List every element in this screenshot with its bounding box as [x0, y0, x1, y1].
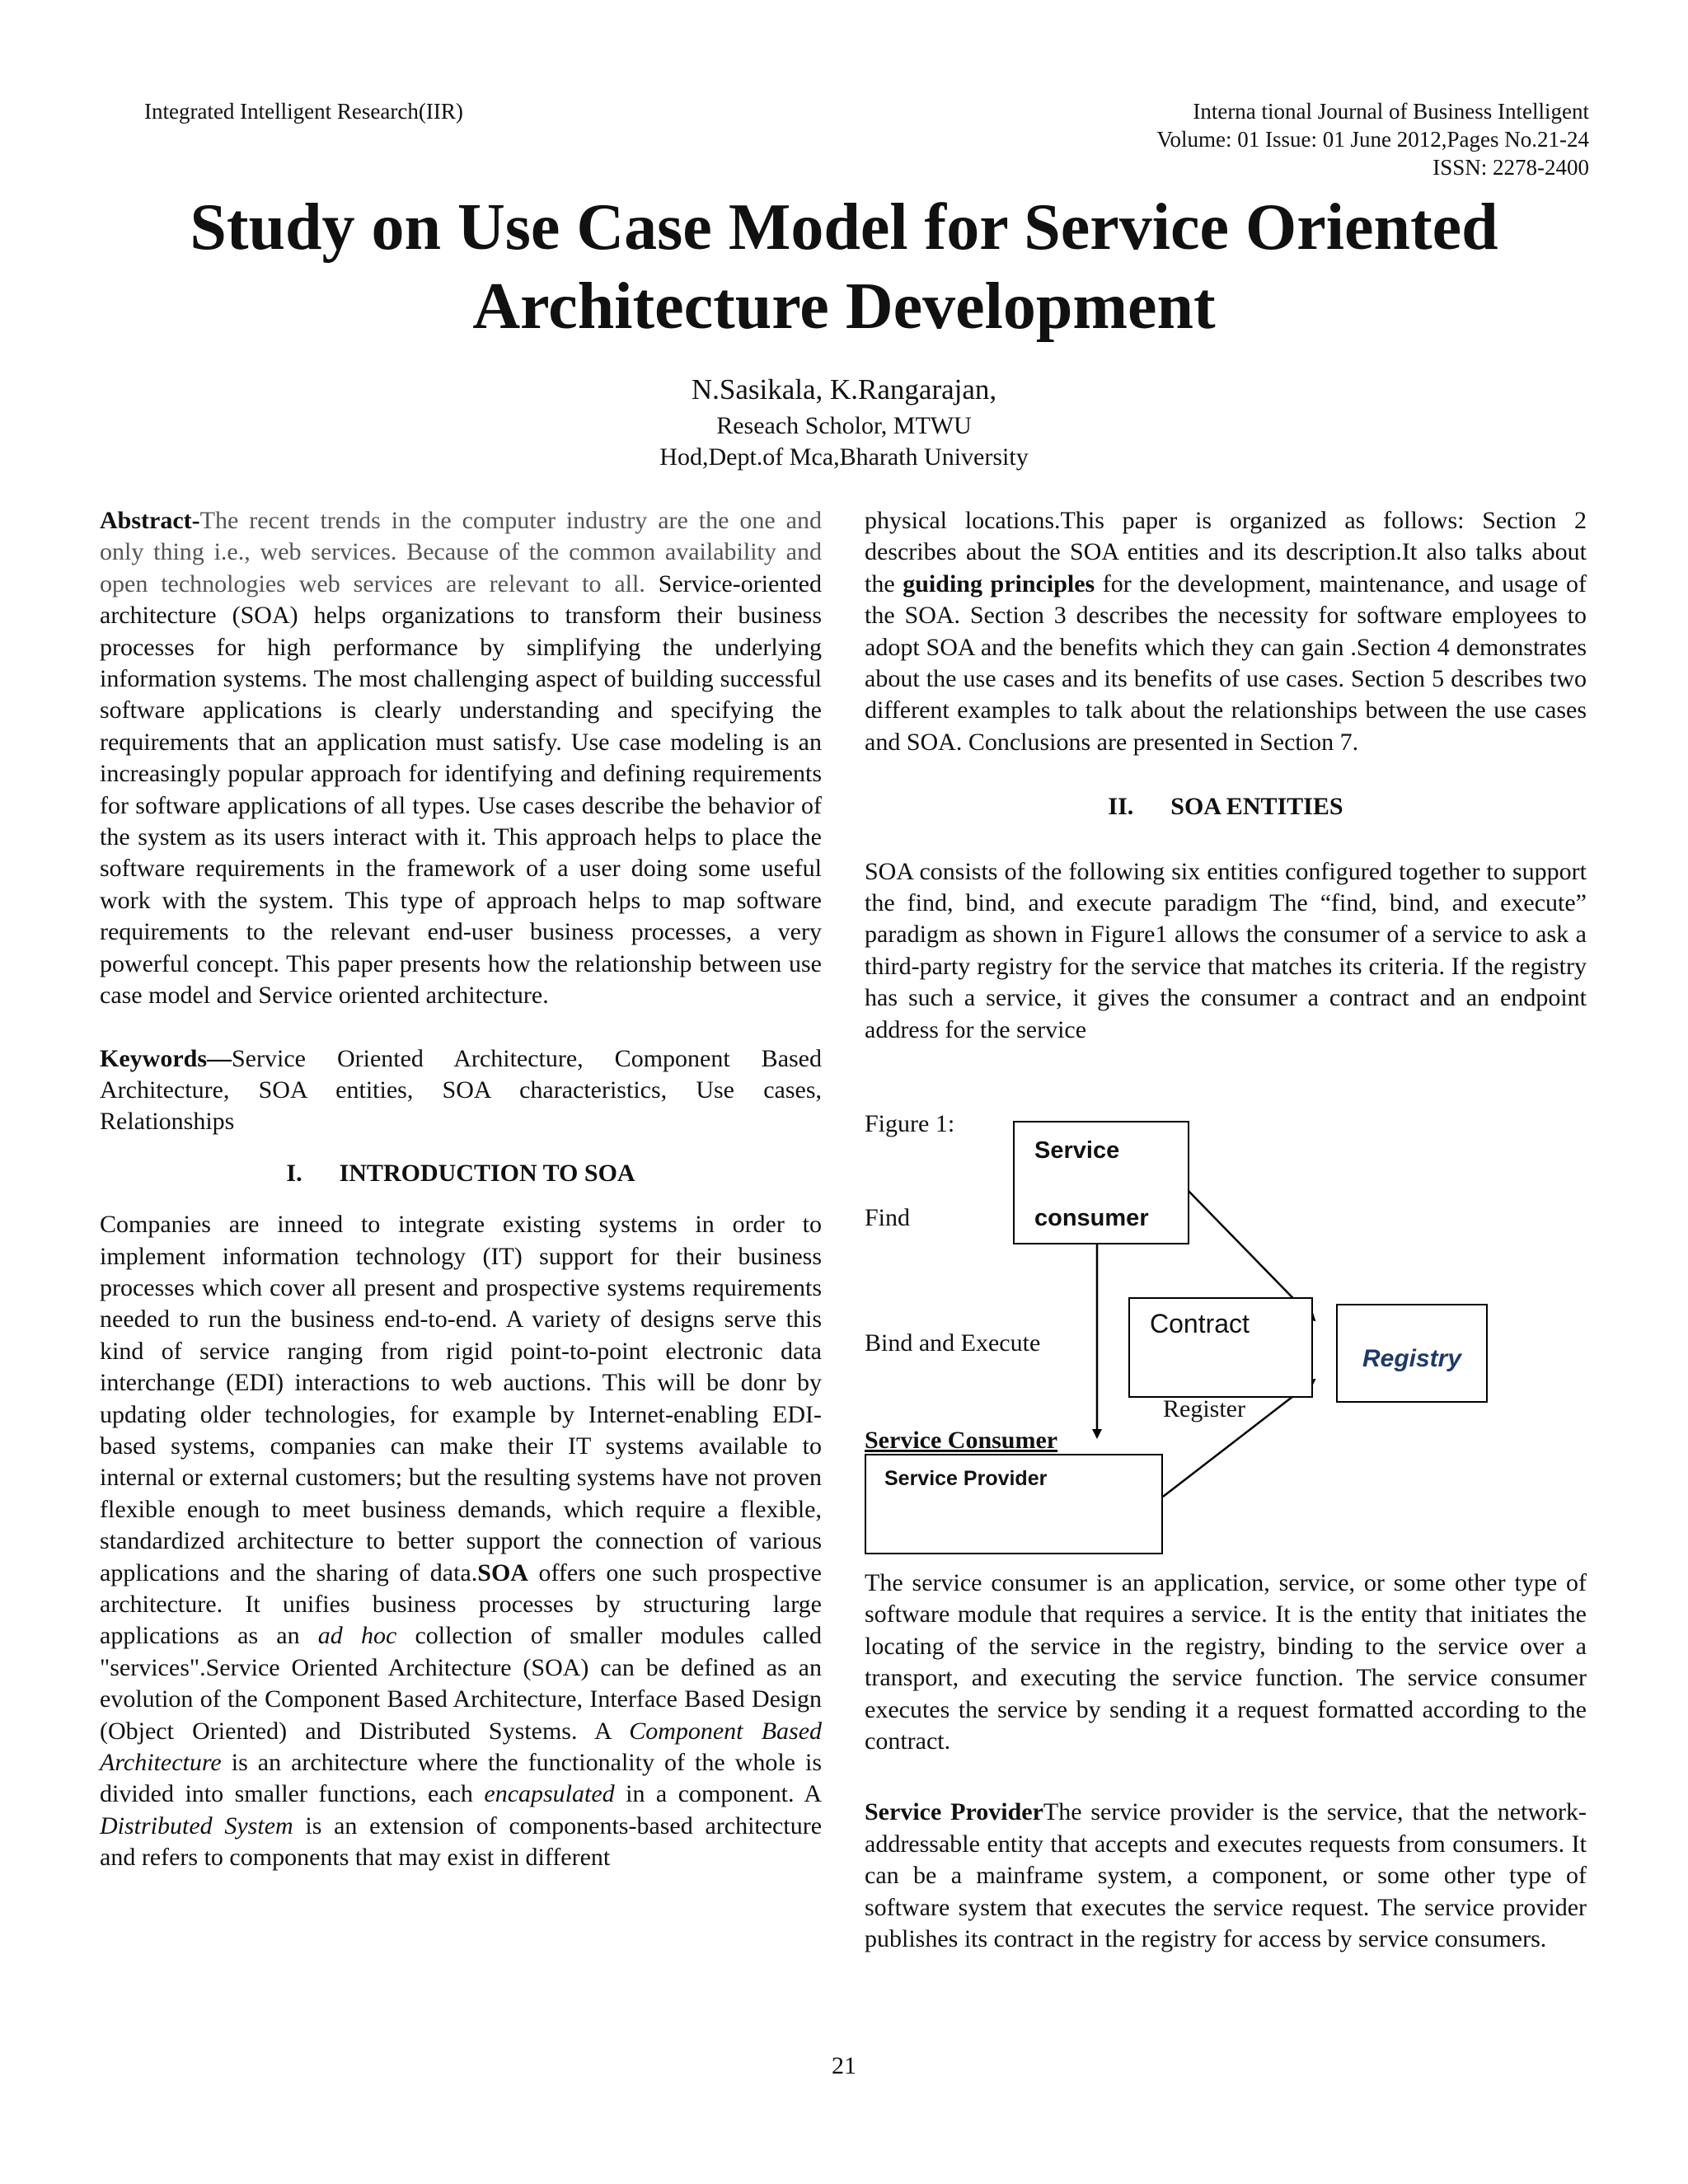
- section-1-number: I.: [286, 1159, 302, 1187]
- section-1-paragraph: [100, 1209, 822, 1874]
- figure-1: [865, 1104, 1587, 1558]
- intro-ds: Distributed System: [100, 1811, 293, 1840]
- keywords: [100, 1043, 822, 1138]
- service-provider-box: Service Provider: [865, 1454, 1163, 1554]
- intro-text-6: is an extension of components-based architecture and refers to components that may exist in different: [100, 1811, 823, 1872]
- paper-organization: [865, 505, 1587, 758]
- journal-header-right: [1157, 97, 1589, 181]
- contract-box: Contract: [1128, 1297, 1313, 1398]
- intro-soa-bold: SOA: [477, 1558, 528, 1586]
- provider-paragraph: [865, 1797, 1587, 1955]
- abstract: [100, 505, 822, 1012]
- journal-issn: ISSN: 2278-2400: [1432, 155, 1589, 180]
- find-label: Find: [865, 1204, 911, 1231]
- affiliation-2: Hod,Dept.of Mca,Bharath University: [659, 443, 1029, 471]
- abstract-grey-text: The recent trends in the computer industry are the one and only thing i.e., web services. Because of the common availability and open technologies web services are relevant to all.: [100, 507, 822, 598]
- provider-label: Service Provider: [865, 1798, 1043, 1826]
- section-2-number: II.: [1108, 793, 1134, 821]
- guiding-principles: guiding principles: [903, 569, 1095, 598]
- intro-text-3: collection of smaller modules called "services".Service Oriented Architecture (SOA) can be defined as an evolution of the Component Based Architecture, Interface Based Design (Object Oriented) and Distributed Systems. A: [100, 1622, 822, 1745]
- organization-text-2: for the development, maintenance, and usage of the SOA. Section 3 describes the necessity for software employees to adopt SOA and the benefits which they can gain .Section 4 demonstrates about the use cases and its benefits of use cases. Section 5 describes two different examples to talk about the relationships between the use cases and SOA. Conclusions are presented in Section 7.: [865, 569, 1587, 756]
- authors: N.Sasikala, K.Rangarajan,: [691, 373, 997, 405]
- organization-text-1: physical locations.This paper is organized as follows: Section 2 describes about the SOA entities and its description.It also talks about the: [865, 507, 1587, 598]
- section-1-title: INTRODUCTION TO SOA: [339, 1159, 635, 1187]
- abstract-text: Service-oriented architecture (SOA) helps organizations to transform their business processes for high performance by simplifying the underlying information systems. The most challenging aspect of building successful software applications is clearly understanding and specifying the requirements that an application must satisfy. Use case modeling is an increasingly popular approach for identifying and defining requirements for software applications of all types. Use cases describe the behavior of the system as its users interact with it. This approach helps to place the software requirements in the framework of a user doing some useful work with the system. This type of approach helps to map software requirements to the relevant end-user business processes, a very powerful concept. This paper presents how the relationship between use case model and Service oriented architecture.: [100, 569, 822, 1010]
- left-column: [100, 505, 822, 1874]
- register-label: Register: [1163, 1395, 1245, 1422]
- intro-text-1: Companies are inneed to integrate existing systems in order to implement information technology (IT) support for their business processes which cover all present and prospective systems requirements needed to run the business end-to-end. A variety of designs serve this kind of service ranging from rigid point-to-point electronic data interchange (EDI) interactions to web auctions. This will be donr by updating older technologies, for example by Internet-enabling EDI-based systems, companies can make their IT systems available to internal or external customers; but the resulting systems have not proven flexible enough to meet business demands, which require a flexible, standardized architecture to better support the connection of various applications and the sharing of data.: [100, 1211, 822, 1586]
- abstract-label: Abstract-: [100, 507, 200, 534]
- registry-box: Registry: [1336, 1304, 1488, 1403]
- right-column-lower: [865, 1568, 1587, 1955]
- section-2-paragraph: SOA consists of the following six entities configured together to support the find, bind, and execute paradigm The “find, bind, and execute” paradigm as shown in Figure1 allows the consumer of a service to ask a third-party registry for the service that matches its criteria. If the registry has such a service, it gives the consumer a contract and an endpoint address for the service: [865, 857, 1587, 1043]
- consumer-box-line-1: Service: [1034, 1137, 1120, 1164]
- title-line-1: Study on Use Case Model for Service Oriented: [190, 191, 1498, 264]
- intro-cba: Component Based Architecture: [100, 1717, 823, 1777]
- figure-caption: Figure 1:: [865, 1110, 955, 1137]
- section-2-title: SOA ENTITIES: [1170, 793, 1343, 821]
- paper-title: [0, 188, 1688, 346]
- bind-execute-label: Bind and Execute: [865, 1329, 1041, 1357]
- intro-text-2: offers one such prospective architecture. It unifies business processes by structuring large applications as an: [100, 1558, 823, 1650]
- intro-encapsulated: encapsulated: [484, 1780, 615, 1808]
- title-line-2: Architecture Development: [472, 270, 1216, 343]
- page-number: 21: [832, 2052, 856, 2079]
- intro-ad-hoc: ad hoc: [317, 1622, 397, 1650]
- intro-text-5: in a component. A: [614, 1780, 822, 1808]
- right-column: [865, 505, 1587, 1046]
- section-1-heading: [100, 1158, 822, 1189]
- service-consumer-box: [1013, 1121, 1189, 1244]
- section-2-heading: [865, 791, 1587, 823]
- service-consumer-label: Service Consumer: [865, 1427, 1058, 1454]
- journal-name: Interna tional Journal of Business Intelligent: [1193, 99, 1589, 124]
- consumer-paragraph: The service consumer is an application, service, or some other type of software module that requires a service. It is the entity that initiates the locating of the service in the registry, binding to the service over a transport, and executing the service function. The service consumer executes the service by sending it a request formatted according to the contract.: [865, 1569, 1587, 1755]
- keywords-text: Service Oriented Architecture, Component Based Architecture, SOA entities, SOA characteristics, Use cases, Relationships: [100, 1044, 822, 1136]
- journal-header-left: Integrated Intelligent Research(IIR): [144, 99, 463, 124]
- keywords-label: Keywords—: [100, 1044, 232, 1072]
- affiliation-1: Reseach Scholor, MTWU: [716, 412, 972, 439]
- consumer-box-line-2: consumer: [1034, 1205, 1149, 1231]
- provider-text: The service provider is the service, that the network-addressable entity that accepts and executes requests from consumers. It can be a mainframe system, a component, or some other type of software system that executes the service request. The service provider publishes its contract in the registry for access by service consumers.: [865, 1798, 1587, 1953]
- intro-text-4: is an architecture where the functionality of the whole is divided into smaller functions, each: [100, 1749, 822, 1808]
- journal-volume: Volume: 01 Issue: 01 June 2012,Pages No.21-24: [1156, 127, 1589, 152]
